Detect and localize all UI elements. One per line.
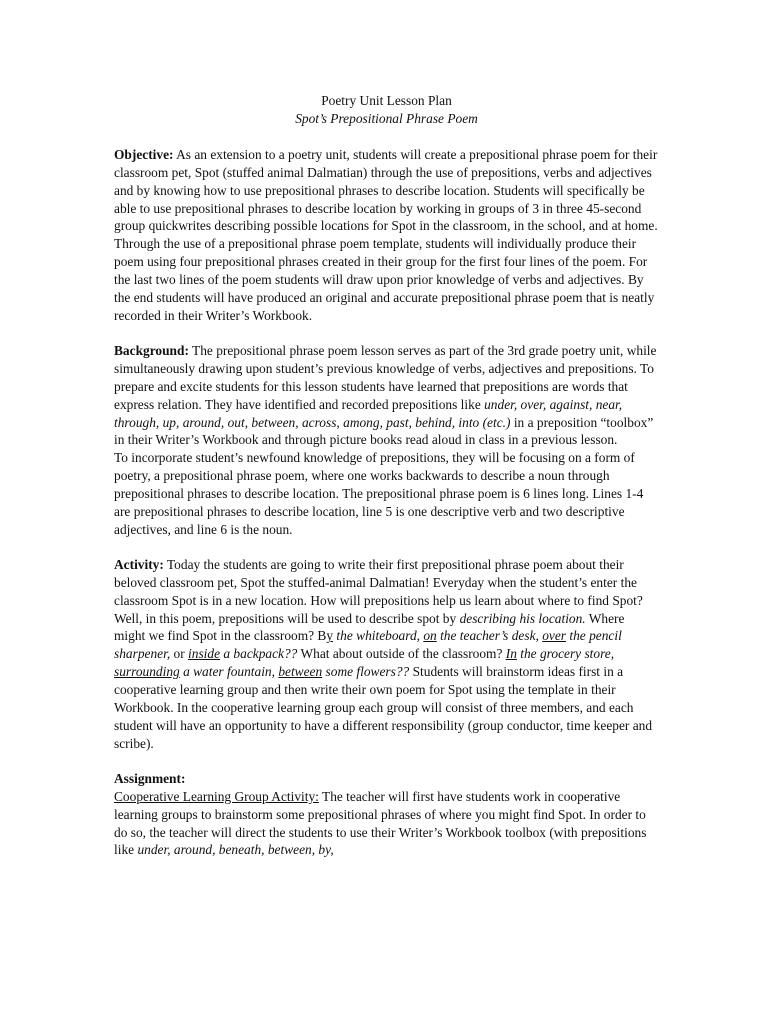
activity-italic-7: a water fountain, [179,664,279,680]
background-label: Background: [114,342,189,358]
objective-paragraph [114,146,659,325]
assignment-text: The teacher will first have students work in cooperative learning groups to brainstorm some prepositional phrases of where you might find Spot. In order to do so, the teacher will direct the students to use their Writer’s Workbook toolbox (with prepositions like [114,788,647,858]
background-text-2: in a preposition “toolbox” in their Writer’s Workbook and through picture books read aloud in class in a previous lesson. [114,414,654,448]
document-title: Poetry Unit Lesson Plan [321,93,452,108]
activity-italic-4: the pencil sharpener, [114,628,622,662]
activity-italic-2: the whiteboard, [333,628,424,644]
document-subtitle: Spot’s Prepositional Phrase Poem [295,110,478,126]
activity-text-3: or [170,646,189,662]
activity-paragraph [114,556,659,753]
assignment-label: Assignment: [114,770,186,786]
activity-underline-7: between [278,664,323,680]
activity-label: Activity: [114,556,164,572]
objective-label: Objective: [114,146,174,162]
background-paragraph-2: To incorporate student’s newfound knowledge of prepositions, they will be focusing on a form of poetry, a prepositional phrase poem, where one works backwards to describe a noun through prepositional phrases to describe location. The prepositional phrase poem is 6 lines long. Lines 1-4 are prepositional phrases to describe location, line 5 is one descriptive verb and two descriptive adjectives, and line 6 is the noun. [114,450,644,537]
assignment-section [114,770,659,860]
background-examples: under, over, against, near, through, up, around, out, between, across, among, past, behind, into (etc.) [114,396,623,430]
assignment-sublabel: Cooperative Learning Group Activity: [114,788,319,804]
activity-underline-4: inside [188,646,221,662]
document-page [114,92,659,859]
assignment-examples: under, around, beneath, between, by, [137,842,334,858]
activity-italic-3: the teacher’s desk, [436,628,543,644]
activity-underline-1: y [326,628,334,644]
objective-text: As an extension to a poetry unit, students will create a prepositional phrase poem for their classroom pet, Spot (stuffed animal Dalmatian) through the use of prepositions, verbs and adjectives and by knowing how to use prepositional phrases to describe location. Students will specifically be able to use prepositional phrases to describe location by working in groups of 3 in three 45-second group quickwrites describing possible locations for Spot in the classroom, in the school, and at home. Through the use of a prepositional phrase poem template, students will individually produce their poem using four prepositional phrases created in their group for the first four lines of the poem. For the last two lines of the poem students will draw upon prior knowledge of verbs and adjectives. By the end students will have produced an original and accurate prepositional phrase poem that is neatly recorded in their Writer’s Workbook. [114,146,658,323]
activity-italic-1: describing his location. [459,610,586,626]
activity-text-4: What about outside of the classroom? [297,646,506,662]
background-text-1: The prepositional phrase poem lesson serves as part of the 3rd grade poetry unit, while simultaneously drawing upon student’s previous knowledge of verbs, adjectives and prepositions. To prepare and excite students for this lesson students have learned that prepositions are words that express relation. They have identified and recorded prepositions like [114,342,657,412]
activity-italic-8: some flowers?? [322,664,410,680]
background-paragraph [114,342,659,449]
activity-text-5: Students will brainstorm ideas first in a cooperative learning group and then write their own poem for Spot using the template in their Workbook. In the cooperative learning group each group will consist of three members, and each student will have an opportunity to have a different responsibility (group conductor, time keeper and scribe). [114,664,653,751]
activity-italic-5: a backpack?? [220,646,298,662]
activity-text-2: Where might we find Spot in the classroom? B [114,610,625,644]
title-block [114,92,659,128]
activity-underline-2: on [423,628,437,644]
activity-italic-6: the grocery store, [516,646,615,662]
activity-underline-3: over [542,628,567,644]
activity-underline-5: In [505,646,517,662]
assignment-paragraph [114,788,659,860]
activity-underline-6: surrounding [114,664,180,680]
activity-text-1: Today the students are going to write their first prepositional phrase poem about their beloved classroom pet, Spot the stuffed-animal Dalmatian! Everyday when the student’s enter the classroom Spot is in a new location. How will prepositions help us learn about where to find Spot? Well, in this poem, prepositions will be used to describe spot by [114,556,643,626]
